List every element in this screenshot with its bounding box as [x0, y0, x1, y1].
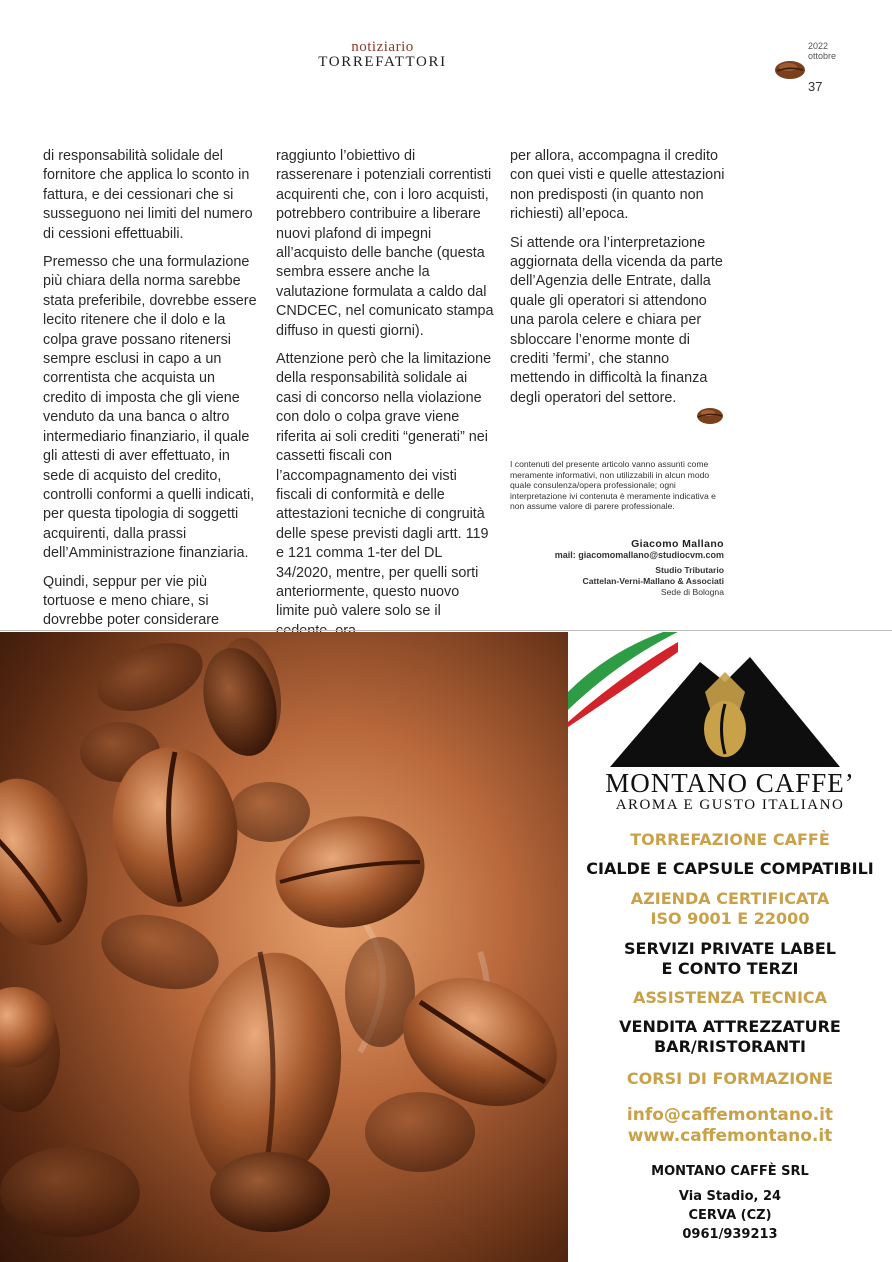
service-roasting: TORREFAZIONE CAFFÈ — [630, 830, 830, 849]
brand-tagline: AROMA E GUSTO ITALIANO — [615, 797, 845, 813]
article-column-2 — [276, 147, 494, 650]
service-assistance: ASSISTENZA TECNICA — [632, 988, 828, 1007]
paragraph: per allora, accompagna il credito con quei visti e quelle attestazioni non predisposti (in quanto non richiesti) all’epoca. — [510, 148, 725, 223]
contact-email[interactable]: info@caffemontano.it — [626, 1105, 834, 1125]
ad-coffee-beans-photo — [0, 632, 568, 1262]
company-street: Via Stadio, 24 — [678, 1189, 782, 1204]
studio-location: Sede di Bologna — [660, 587, 724, 597]
mountain-logo — [610, 652, 840, 772]
magazine-masthead — [300, 40, 465, 70]
contact-website[interactable]: www.caffemontano.it — [627, 1126, 833, 1146]
service-equipment: VENDITA ATTREZZATURE — [619, 1017, 841, 1036]
paragraph: di responsabilità solidale del fornitore che applica lo sconto in fattura, e dei cessionari che si susseguono nei limiti del numero di cessioni effettuabili. — [43, 148, 253, 242]
disclaimer: I contenuti del presente articolo vanno assunti come meramente informativi, non utilizzabili in alcun modo quale consulenza/opera professionale; ogni interpretazione ivi contenuta è meramente indicativa e non assume valore di parere professionale. — [510, 459, 716, 512]
paragraph: raggiunto l’obiettivo di rasserenare i potenziali correntisti acquirenti che, con i loro acquisti, potrebbero contribuire a liberare nuovi plafond di impegni all’acquisto delle banche (questa sembra essere anche la valutazione formulata a caldo dal CNDCEC, nel comunicato stampa diffuso in questi giorni). — [276, 148, 494, 339]
masthead-top: notiziario — [351, 39, 414, 55]
service-bar: BAR/RISTORANTI — [653, 1037, 806, 1056]
service-private-label: SERVIZI PRIVATE LABEL — [624, 939, 836, 958]
page-number: 37 — [808, 79, 823, 94]
paragraph: Quindi, seppur per vie più tortuose e meno chiare, si dovrebbe poter considerare — [43, 573, 219, 629]
article-column-1 — [43, 147, 261, 659]
divider — [0, 630, 892, 631]
end-mark-bean-icon — [695, 405, 725, 427]
studio-firm: Cattelan-Verni-Mallano & Associati — [582, 576, 724, 586]
company-city: CERVA (CZ) — [688, 1208, 772, 1223]
service-capsules: CIALDE E CAPSULE COMPATIBILI — [586, 859, 874, 878]
service-training: CORSI DI FORMAZIONE — [626, 1069, 834, 1088]
company-phone: 0961/939213 — [682, 1227, 778, 1242]
company-name: MONTANO CAFFÈ SRL — [651, 1164, 809, 1179]
article-column-3 — [510, 147, 728, 417]
ad-montano-panel — [568, 632, 892, 1262]
paragraph: Si attende ora l’interpretazione aggiornata della vicenda da parte dell’Agenzia delle Entrate, dalla quale gli operatori si attendono una parola celere e chiara per sbloccare l’enorme monte di crediti ’fermi’, che stanno mettendo in difficoltà la finanza degli operatori del settore. — [510, 234, 723, 406]
studio-name: Studio Tributario — [655, 565, 724, 575]
paragraph: Attenzione però che la limitazione della responsabilità solidale ai casi di concorso nella violazione con dolo o colpa grave viene riferita ai soli crediti “generati” nei cassetti fiscali con l’accompagnamento dei visti fiscali di conformità e delle attestazioni tecniche di congruità delle spese previsti dagli artt. 119 e 121 comma 1-ter del DL 34/2020, mentre, per quelli sorti anteriormente, questo nuovo limite può valere solo se il — [276, 351, 492, 620]
issue-year: 2022 — [808, 41, 829, 51]
coffee-bean-icon — [772, 57, 808, 83]
author-name: Giacomo Mallano — [631, 538, 724, 550]
brand-name: MONTANO CAFFE’ — [605, 768, 855, 798]
certification-line2: ISO 9001 E 22000 — [650, 909, 810, 928]
paragraph: Premesso che una formulazione più chiara della norma sarebbe stata preferibile, dovrebbe essere lecito ritenere che il dolo e la colpa grave possano ritenersi sempre esclusi in capo a un correntista che acquista un credito di imposta che gli viene venduto da una banca o altro intermediario finanziario, il quale gli attesti di aver effettuato, in sede di acquisto del credito, controlli conformi a quelli indicati, per questa tipologia di soggetti acquirenti, dalla prassi dell’Amministrazione finanziaria. — [43, 254, 257, 562]
issue-month: ottobre — [808, 51, 837, 61]
service-third-party: E CONTO TERZI — [661, 959, 799, 978]
masthead-title: TORREFATTORI — [318, 54, 447, 70]
author-email: mail: giacomomallano@studiocvm.com — [554, 550, 724, 560]
certification-line1: AZIENDA CERTIFICATA — [630, 889, 830, 908]
registered-mark: ® — [822, 754, 834, 768]
